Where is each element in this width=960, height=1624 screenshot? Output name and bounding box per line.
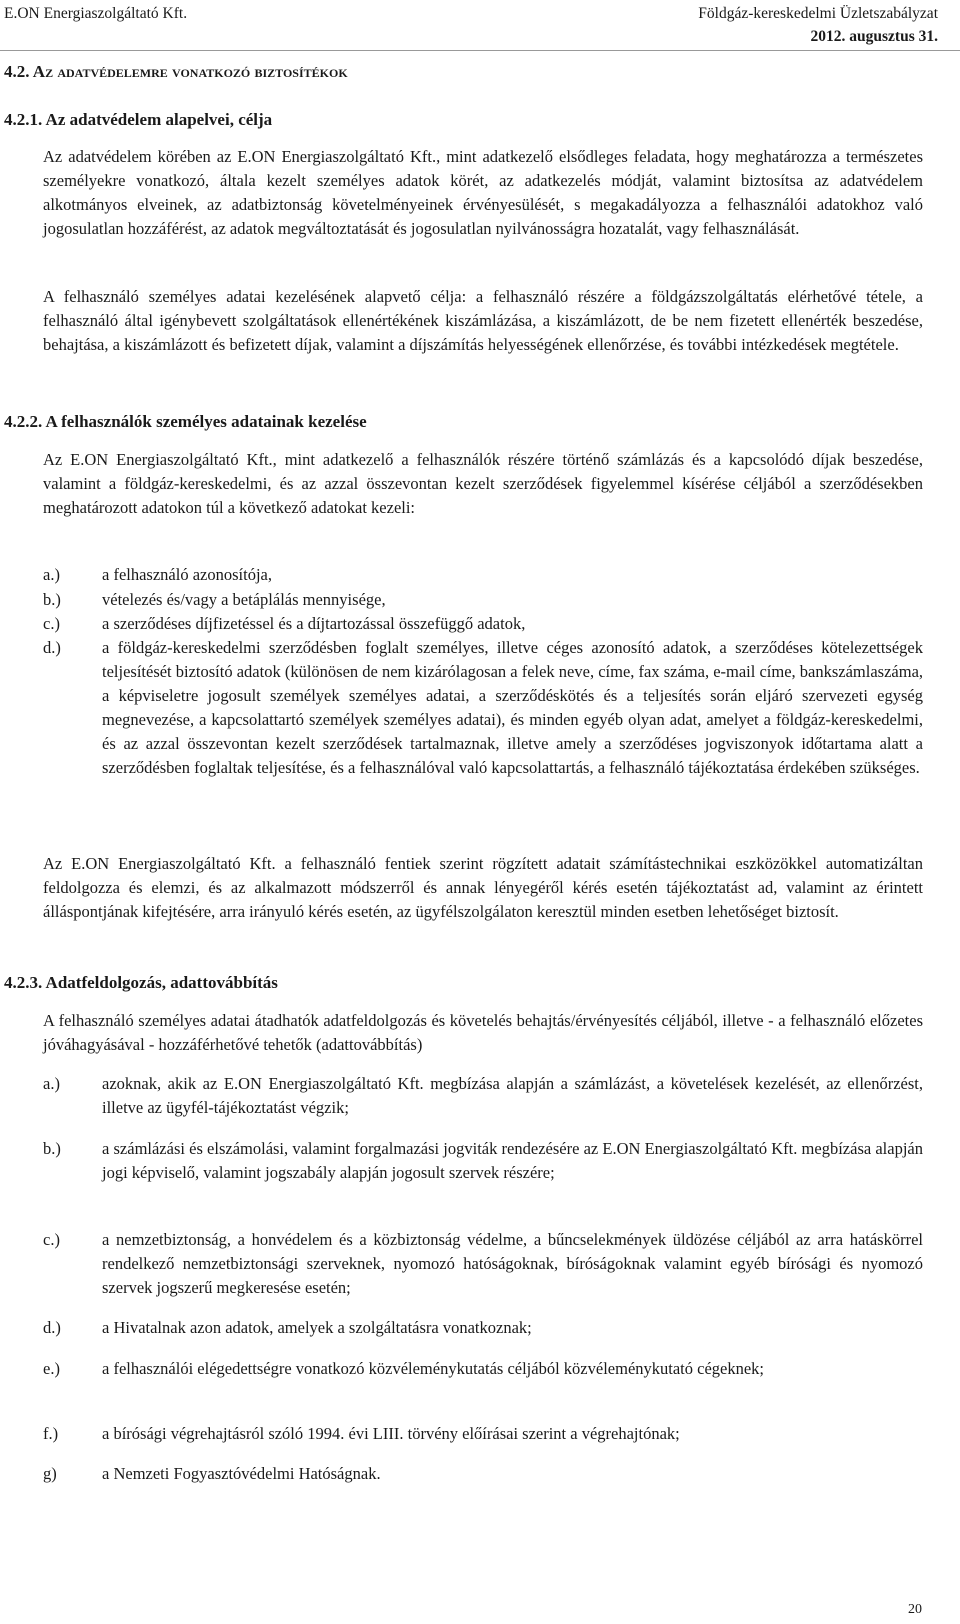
list-marker: b.) xyxy=(43,590,61,609)
list-item xyxy=(43,588,923,612)
list-item xyxy=(43,1137,923,1185)
section-heading: 4.2. Az adatvédelemre vonatkozó biztosítékok xyxy=(4,62,348,81)
page-number: 20 xyxy=(908,1602,922,1617)
list-marker: g) xyxy=(43,1464,57,1483)
list-item xyxy=(43,1357,923,1381)
list-item-text: azoknak, akik az E.ON Energiaszolgáltató Kft. megbízása alapján a számlázást, a követelések kezelését, az ellenőrzést, illetve az ügyfél-tájékoztatást végzik; xyxy=(102,1074,923,1117)
list-item-text: a Hivatalnak azon adatok, amelyek a szolgáltatásra vonatkoznak; xyxy=(102,1318,532,1337)
list-marker: a.) xyxy=(43,1074,60,1093)
list-marker: c.) xyxy=(43,1230,60,1249)
list-item xyxy=(43,612,923,636)
header-divider xyxy=(0,50,960,51)
list-item-text: a felhasználói elégedettségre vonatkozó közvéleménykutatás céljából közvéleménykutató cégeknek; xyxy=(102,1359,765,1378)
subsection-heading-4-2-2: 4.2.2. A felhasználók személyes adatainak kezelése xyxy=(4,412,367,431)
paragraph-data-handling-intro: Az E.ON Energiaszolgáltató Kft., mint adatkezelő a felhasználók részére történő számlázás és a kapcsolódó díjak beszedése, valamint a földgáz-kereskedelmi, és az azzal összevontan kezelt szerződések figyelemmel kísérése céljából a szerződésekben meghatározott adatokon túl a következő adatokat kezeli: xyxy=(43,450,923,517)
paragraph-transfer-intro: A felhasználó személyes adatai átadhatók adatfeldolgozás és követelés behajtás/érvényesítés céljából, illetve - a felhasználó előzetes jóváhagyásával - hozzáférhetővé tehetők (adattovábbítás) xyxy=(43,1011,923,1054)
list-item-text: a felhasználó azonosítója, xyxy=(102,565,272,584)
list-marker: e.) xyxy=(43,1359,60,1378)
list-marker: d.) xyxy=(43,1318,61,1337)
list-item xyxy=(43,1462,923,1486)
list-item xyxy=(43,1228,923,1300)
list-item xyxy=(43,1072,923,1120)
list-marker: d.) xyxy=(43,638,61,657)
list-marker: a.) xyxy=(43,565,60,584)
list-item xyxy=(43,636,923,780)
list-item-text: a földgáz-kereskedelmi szerződésben foglalt személyes, illetve céges azonosító adatok, a szerződéses kötelezettségek teljesítését biztosító adatok (különösen de nem kizárólagosan a felek neve, címe, fax száma, e-mail címe, bankszámlaszáma, a képviseletre jogosult személyek személyes adatai, a szerződéskötés és a teljesítés során eljáró szervezeti egység megnevezése, a kapcsolattartó személyek személyes adatai), és minden egyéb olyan adat, amelyet a földgáz-kereskedelmi, és az azzal összevontan kezelt szerződések tartalmaznak, illetve amely a szerződéses jogviszonyok időtartama alatt a szerződésben foglaltak teljesítése, és a felhasználóval való kapcsolattartás, a felhasználó tájékoztatása érdekében szükséges. xyxy=(102,638,924,777)
list-item-text: a számlázási és elszámolási, valamint forgalmazási jogviták rendezésére az E.ON Energiaszolgáltató Kft. megbízása alapján jogi képviselő, valamint jogszabály alapján jogosult szervek részére; xyxy=(102,1139,923,1182)
list-item-text: a Nemzeti Fogyasztóvédelmi Hatóságnak. xyxy=(102,1464,381,1483)
list-item-text: a szerződéses díjfizetéssel és a díjtartozással összefüggő adatok, xyxy=(102,614,526,633)
subsection-heading-4-2-1: 4.2.1. Az adatvédelem alapelvei, célja xyxy=(4,110,273,129)
paragraph-automated-processing: Az E.ON Energiaszolgáltató Kft. a felhasználó fentiek szerint rögzített adatait számítástechnikai eszközökkel automatizáltan feldolgozza és elemzi, és az alkalmazott módszerről és annak lényegéről kérés esetén tájékoztatást ad, valamint az érintett álláspontjának kifejtésére, arra irányuló kérés esetén, az ügyfélszolgálaton keresztül minden esetben lehetőséget biztosít. xyxy=(43,854,923,921)
paragraph-principles: Az adatvédelem körében az E.ON Energiaszolgáltató Kft., mint adatkezelő elsődleges feladata, hogy meghatározza a természetes személyekre vonatkozó, általa kezelt személyes adatok körét, az adatkezelés módját, valamint biztosítsa az adatvédelem alkotmányos elveinek, az adatbiztonság követelményeinek érvényesülését, s megakadályozza a felhasználói adatokhoz való jogosulatlan hozzáférést, az adatok megváltoztatását és jogosulatlan nyilvánosságra hozatalát, vagy felhasználását. xyxy=(43,147,923,238)
paragraph-purpose: A felhasználó személyes adatai kezelésének alapvető célja: a felhasználó részére a földgázszolgáltatás elérhetővé tétele, a felhasználó által igénybevett szolgáltatások ellenértékének kiszámlázása, a kiszámlázott, de be nem fizetett ellenérték beszedése, behajtása, a kiszámlázott és befizetett díjak, valamint a díjszámítás helyességének ellenőrzése, és további intézkedések megtétele. xyxy=(43,287,923,354)
list-marker: f.) xyxy=(43,1424,59,1443)
list-marker: c.) xyxy=(43,614,60,633)
header-document-title: Földgáz-kereskedelmi Üzletszabályzat xyxy=(698,5,938,22)
list-item xyxy=(43,1422,923,1446)
header-date: 2012. augusztus 31. xyxy=(810,28,938,45)
list-item-text: vételezés és/vagy a betáplálás mennyisége, xyxy=(102,590,386,609)
list-item-text: a nemzetbiztonság, a honvédelem és a közbiztonság védelme, a bűncselekmények üldözése céljából az arra hatáskörrel rendelkező nemzetbiztonsági szerveknek, nyomozó hatóságoknak, bíróságoknak valamint egyéb bírósági és nyomozó szervek jogszerű megkeresése esetén; xyxy=(102,1230,923,1297)
subsection-heading-4-2-3: 4.2.3. Adatfeldolgozás, adattovábbítás xyxy=(4,973,278,992)
list-item-text: a bírósági végrehajtásról szóló 1994. évi LIII. törvény előírásai szerint a végrehajtónak; xyxy=(102,1424,680,1443)
list-item xyxy=(43,1316,923,1340)
list-item xyxy=(43,563,923,587)
list-marker: b.) xyxy=(43,1139,61,1158)
header-company: E.ON Energiaszolgáltató Kft. xyxy=(4,5,188,22)
